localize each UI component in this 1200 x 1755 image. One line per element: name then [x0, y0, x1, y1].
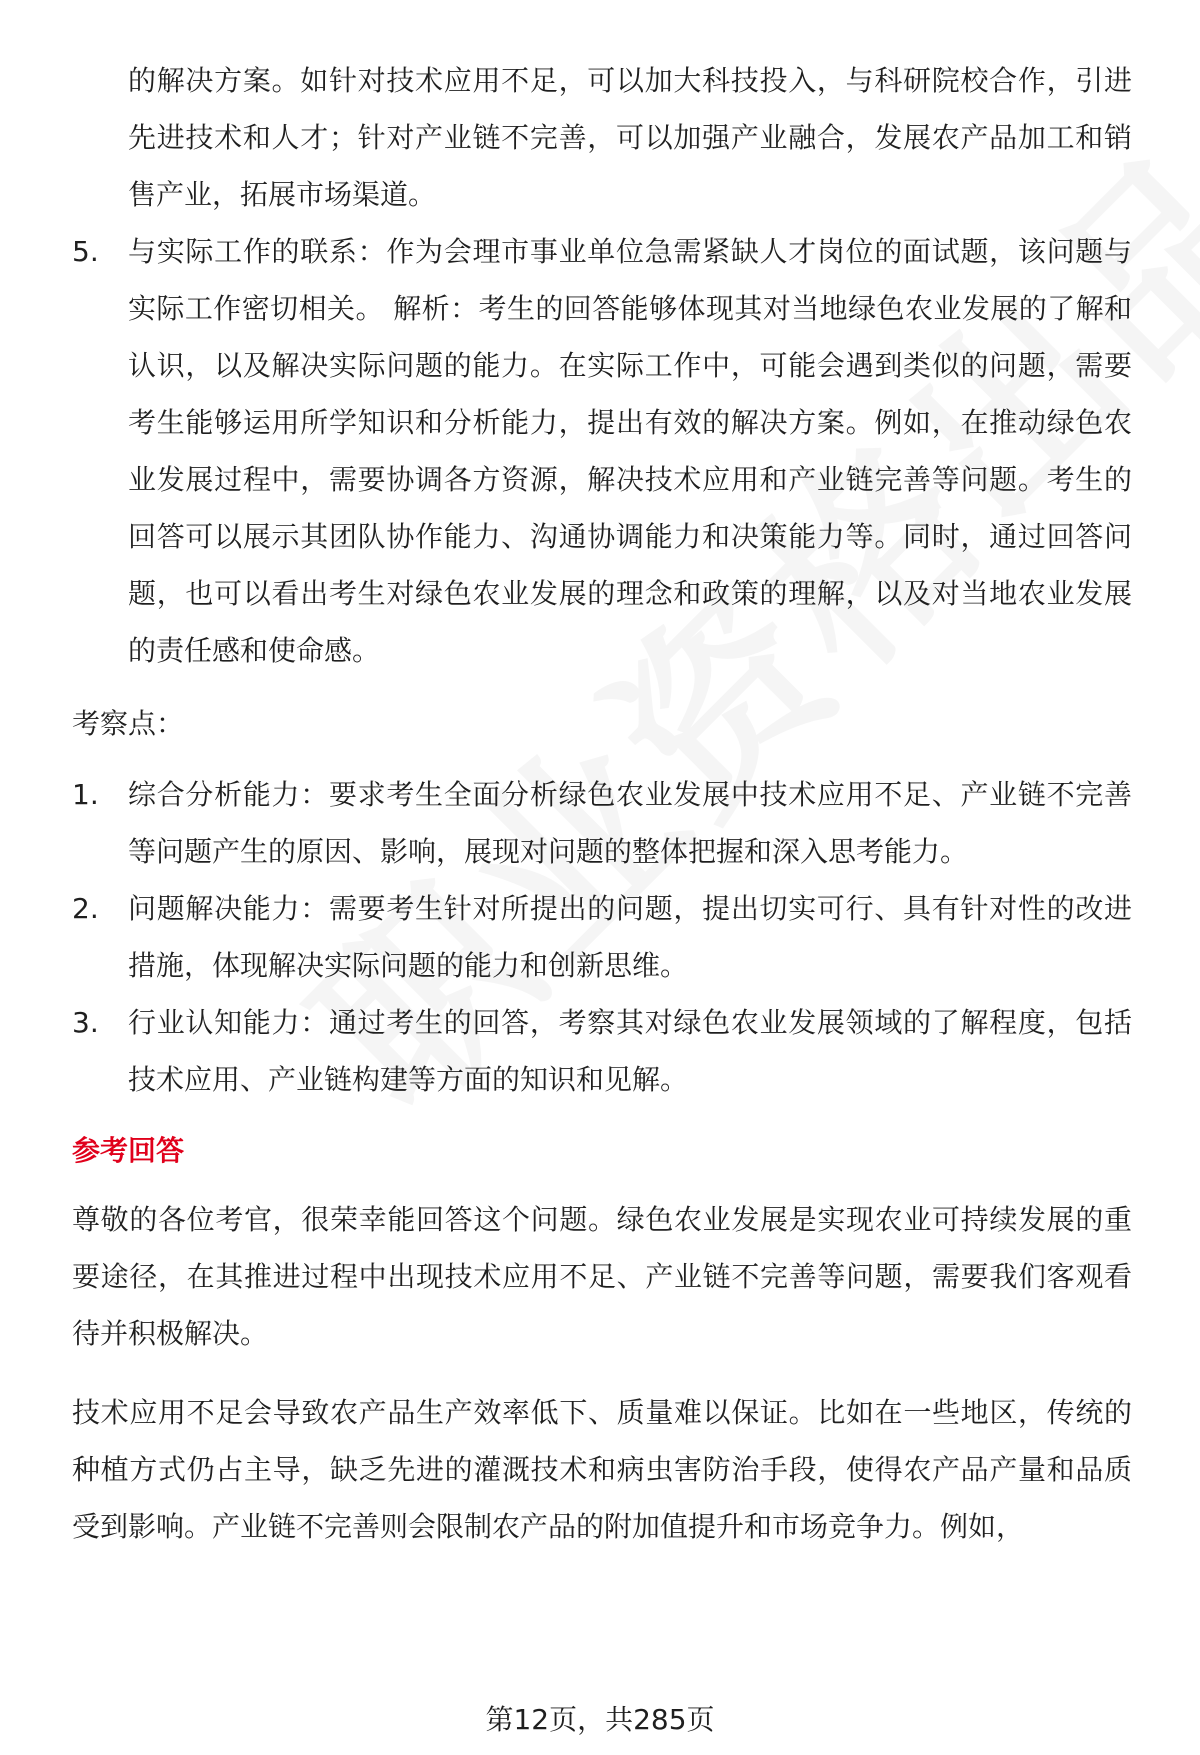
list-item	[72, 880, 1132, 994]
list-item-text: 行业认知能力：通过考生的回答，考察其对绿色农业发展领域的了解程度，包括技术应用、产业链构建等方面的知识和见解。	[128, 1006, 1132, 1096]
reference-answer-heading: 参考回答	[72, 1134, 185, 1167]
list-item-number: 2.	[72, 892, 99, 925]
list-item	[72, 223, 1132, 679]
page-footer: 第12页，共285页	[485, 1703, 715, 1736]
inspection-points-label: 考察点：	[72, 707, 185, 740]
answer-paragraph: 技术应用不足会导致农产品生产效率低下、质量难以保证。比如在一些地区，传统的种植方式仍占主导，缺乏先进的灌溉技术和病虫害防治手段，使得农产品产量和品质受到影响。产业链不完善则会限制农产品的附加值提升和市场竞争力。例如，	[72, 1396, 1132, 1543]
answer-paragraph: 尊敬的各位考官，很荣幸能回答这个问题。绿色农业发展是实现农业可持续发展的重要途径，在其推进过程中出现技术应用不足、产业链不完善等问题，需要我们客观看待并积极解决。	[72, 1203, 1132, 1350]
list-item	[72, 994, 1132, 1108]
list-item-number: 5.	[72, 235, 99, 268]
list-item	[72, 766, 1132, 880]
page-content	[72, 52, 1132, 1577]
list-item-text: 与实际工作的联系：作为会理市事业单位急需紧缺人才岗位的面试题，该问题与实际工作密切相关。 解析：考生的回答能够体现其对当地绿色农业发展的了解和认识，以及解决实际问题的能力。在实际工作中，可能会遇到类似的问题，需要考生能够运用所学知识和分析能力，提出有效的解决方案。例如，在推动绿色农业发展过程中，需要协调各方资源，解决技术应用和产业链完善等问题。考生的回答可以展示其团队协作能力、沟通协调能力和决策能力等。同时，通过回答问题，也可以看出考生对绿色农业发展的理念和政策的理解，以及对当地农业发展的责任感和使命感。	[128, 235, 1132, 667]
list-item-text: 综合分析能力：要求考生全面分析绿色农业发展中技术应用不足、产业链不完善等问题产生的原因、影响，展现对问题的整体把握和深入思考能力。	[128, 778, 1132, 868]
analysis-list	[72, 223, 1132, 679]
inspection-points-list	[72, 766, 1132, 1108]
list-item-text: 问题解决能力：需要考生针对所提出的问题，提出切实可行、具有针对性的改进措施，体现解决实际问题的能力和创新思维。	[128, 892, 1132, 982]
list-item-number: 1.	[72, 778, 99, 811]
list-item-number: 3.	[72, 1006, 99, 1039]
list-item-continuation: 的解决方案。如针对技术应用不足，可以加大科技投入，与科研院校合作，引进先进技术和人才；针对产业链不完善，可以加强产业融合，发展农产品加工和销售产业，拓展市场渠道。	[128, 64, 1132, 211]
